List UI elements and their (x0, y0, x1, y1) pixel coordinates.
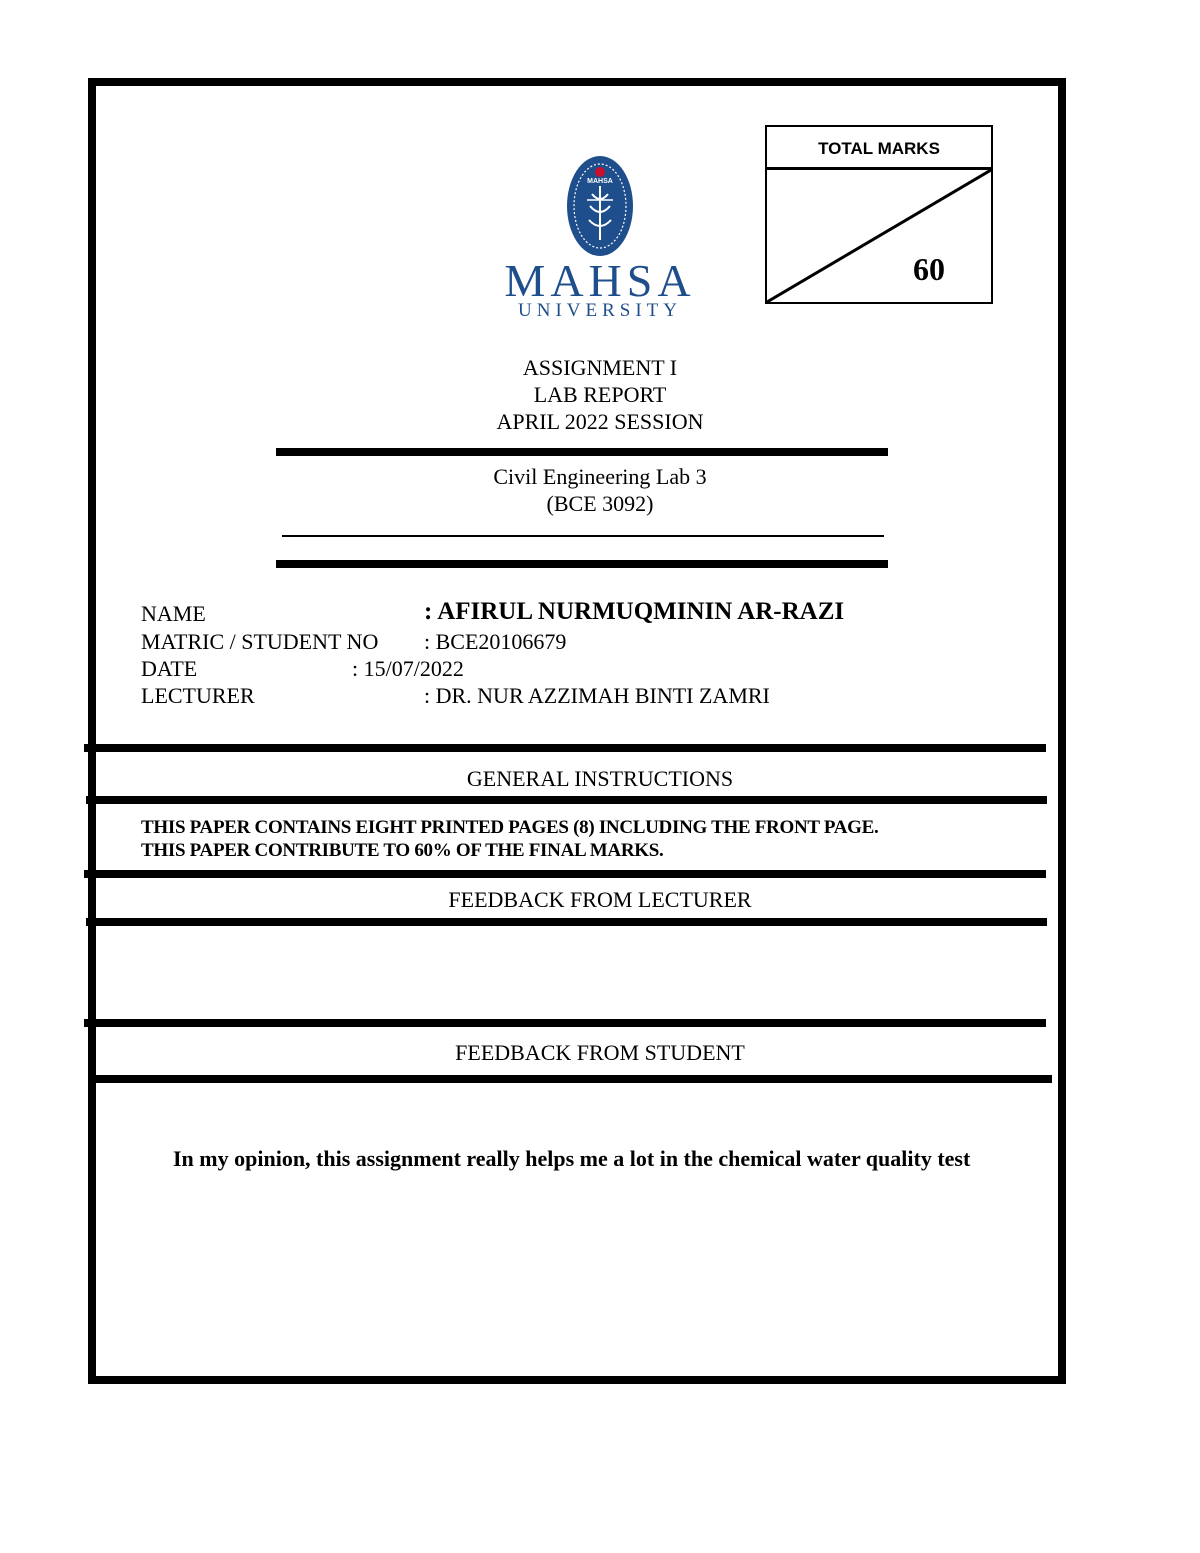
session-label: APRIL 2022 SESSION (496, 409, 704, 434)
name-value: : AFIRUL NURMUQMININ AR-RAZI (424, 598, 845, 625)
date-label: DATE (141, 656, 198, 681)
feedback-lecturer-area (100, 930, 1030, 1015)
name-label: NAME (141, 601, 206, 626)
logo-subtitle: UNIVERSITY (518, 300, 682, 321)
lecturer-label: LECTURER (141, 683, 255, 708)
instruction-line-1: THIS PAPER CONTAINS EIGHT PRINTED PAGES (8) INCLUDING THE FRONT PAGE. (141, 817, 879, 838)
university-seal-icon (565, 154, 635, 258)
feedback-lecturer-title: FEEDBACK FROM LECTURER (448, 887, 752, 912)
total-marks-label: TOTAL MARKS (767, 127, 991, 170)
seal-text: MAHSA (587, 178, 613, 185)
general-instructions-title: GENERAL INSTRUCTIONS (466, 766, 734, 791)
divider (86, 918, 1047, 926)
feedback-student-title: FEEDBACK FROM STUDENT (455, 1040, 745, 1065)
course-code: (BCE 3092) (546, 491, 654, 516)
divider (84, 870, 1046, 878)
divider (84, 1019, 1046, 1027)
matric-label: MATRIC / STUDENT NO (141, 629, 379, 654)
lecturer-value: : DR. NUR AZZIMAH BINTI ZAMRI (424, 683, 770, 708)
divider-thin (282, 535, 884, 537)
total-marks-value: 60 (913, 251, 945, 287)
date-value: : 15/07/2022 (352, 656, 464, 681)
divider (86, 796, 1047, 804)
divider (84, 744, 1046, 752)
total-marks-diagonal (767, 170, 991, 302)
divider (276, 448, 888, 456)
feedback-student-text: In my opinion, this assignment really helps me a lot in the chemical water quality test (173, 1146, 971, 1171)
total-marks-box (765, 125, 993, 304)
logo-wordmark: MAHSA (504, 255, 696, 306)
report-type: LAB REPORT (533, 382, 667, 407)
course-name: Civil Engineering Lab 3 (493, 464, 707, 489)
assignment-title: ASSIGNMENT I (522, 355, 678, 380)
divider (96, 1075, 1052, 1083)
divider (276, 560, 888, 568)
instruction-line-2: THIS PAPER CONTRIBUTE TO 60% OF THE FINAL MARKS. (141, 840, 664, 861)
matric-value: : BCE20106679 (424, 629, 567, 654)
